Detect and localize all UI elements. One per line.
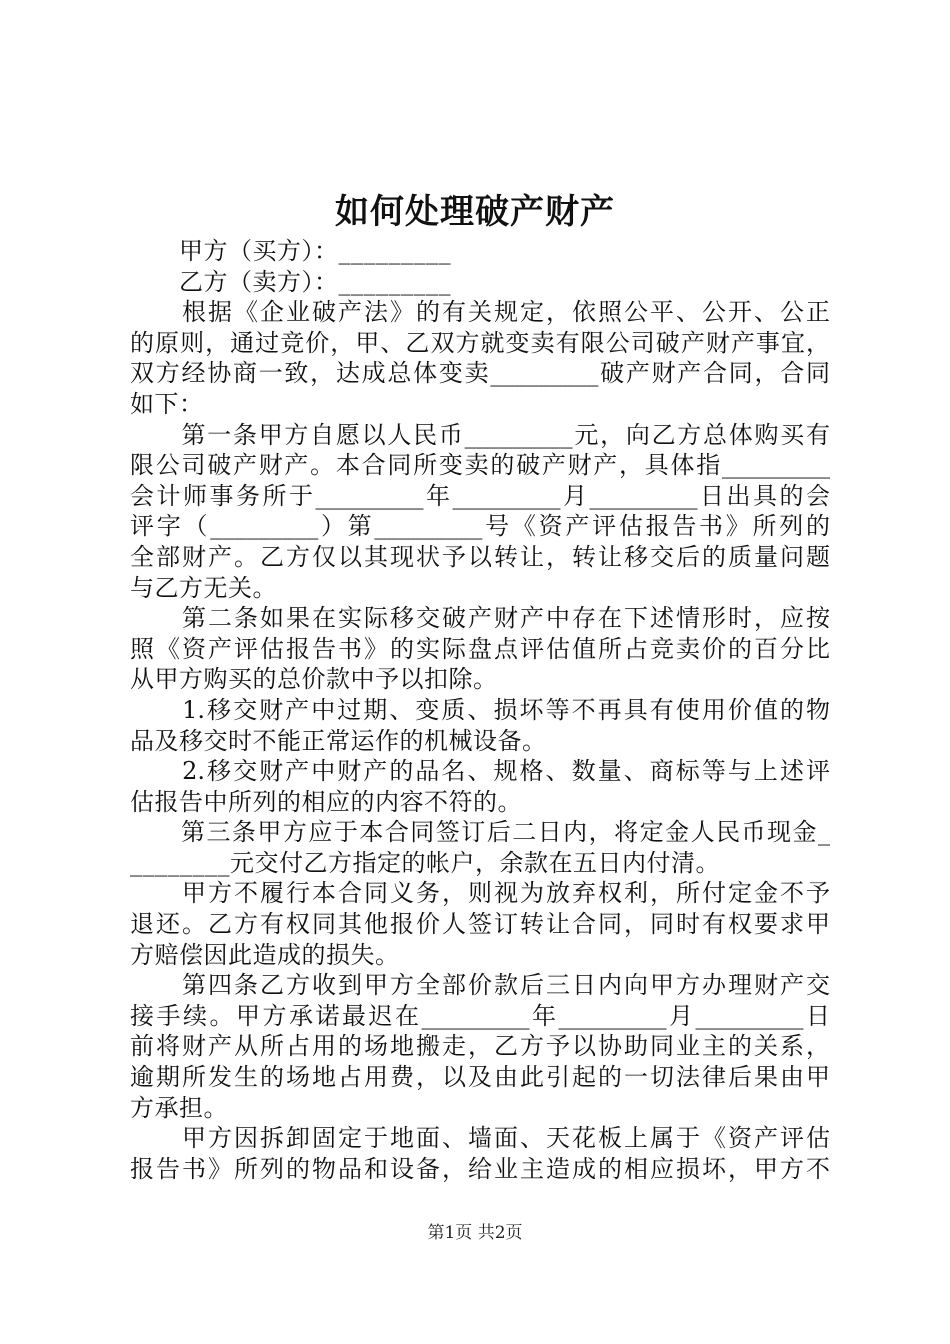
body-line: 根据《企业破产法》的有关规定，依照公平、公开、公正 [130,298,830,327]
body-line: ________元交付乙方指定的帐户，余款在五日内付清。 [130,848,720,877]
body-line: 从甲方购买的总价款中予以扣除。 [130,665,498,694]
body-line: 与乙方无关。 [130,573,277,602]
body-line: 第一条甲方自愿以人民币_________元，向乙方总体购买有 [130,420,830,449]
body-line: 会计师事务所于_________年_________月_________日出具的会 [130,481,830,510]
body-line: 前将财产从所占用的场地搬走，乙方予以协助同业主的关系， [130,1032,830,1061]
body-line: 品及移交时不能正常运作的机械设备。 [130,726,547,755]
body-line: 如下： [130,389,204,418]
body-line: 双方经协商一致，达成总体变卖_________破产财产合同，合同 [130,359,830,388]
body-line: 接手续。甲方承诺最迟在_________年_________月_________日 [130,1001,830,1030]
body-line: 1.移交财产中过期、变质、损坏等不再具有使用价值的物 [130,695,830,724]
body-line: 退还。乙方有权同其他报价人签订转让合同，同时有权要求甲 [130,910,830,939]
page-footer: 第1页 共2页 [427,1223,523,1243]
body-line: 甲方因拆卸固定于地面、墙面、天花板上属于《资产评估 [130,1124,830,1153]
document-title: 如何处理破产财产 [335,192,615,232]
body-line: 第四条乙方收到甲方全部价款后三日内向甲方办理财产交 [130,971,830,1000]
body-line: 第三条甲方应于本合同签订后二日内，将定金人民币现金_ [130,818,830,847]
body-line: 估报告中所列的相应的内容不符的。 [130,787,522,816]
body-line: 2.移交财产中财产的品名、规格、数量、商标等与上述评 [130,757,830,786]
body-line: 的原则，通过竞价，甲、乙双方就变卖有限公司破产财产事宜， [130,328,830,357]
body-line: 评字（_________）第_________号《资产评估报告书》所列的 [130,512,830,541]
body-line: 甲方（买方）：_________ [130,237,451,265]
body-line: 甲方不履行本合同义务，则视为放弃权利，所付定金不予 [130,879,830,908]
body-line: 报告书》所列的物品和设备，给业主造成的相应损坏，甲方不 [130,1154,830,1183]
body-line: 第二条如果在实际移交破产财产中存在下述情形时，应按 [130,604,830,633]
body-line: 全部财产。乙方仅以其现状予以转让，转让移交后的质量问题 [130,542,830,571]
body-line: 限公司破产财产。本合同所变卖的破产财产，具体指_________ [130,451,830,480]
body-line: 方承担。 [130,1093,228,1122]
body-line: 乙方（卖方）：_________ [130,267,451,296]
body-line: 方赔偿因此造成的损失。 [130,940,400,969]
body-line: 照《资产评估报告书》的实际盘点评估值所占竞卖价的百分比 [130,634,830,663]
body-line: 逾期所发生的场地占用费，以及由此引起的一切法律后果由甲 [130,1063,830,1092]
document-body [130,236,830,1184]
